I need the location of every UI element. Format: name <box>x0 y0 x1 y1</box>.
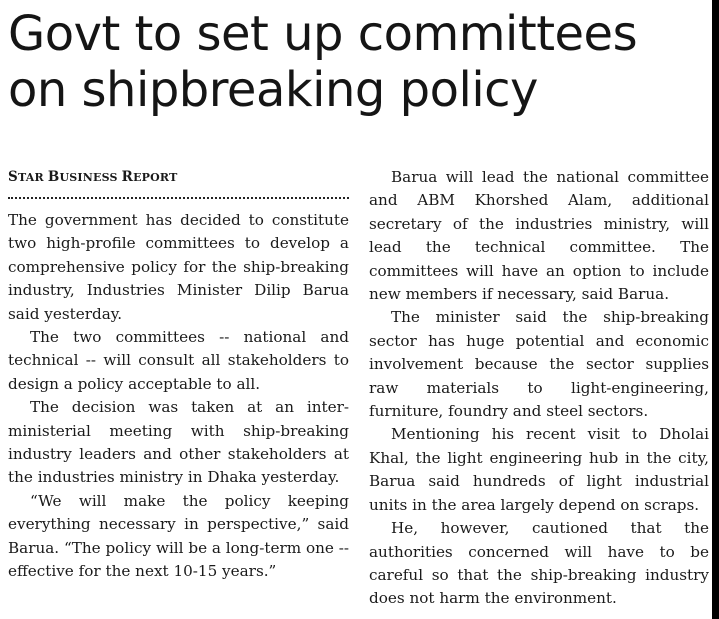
byline-rest-2: USINESS <box>59 171 122 184</box>
paragraph: The two committees -- national and technical -- will consult all stakeholders to design a policy acceptable to all. <box>8 328 349 393</box>
article-column-right <box>369 166 709 611</box>
paragraph: Mentioning his recent visit to Dholai Khal, the light engineering hub in the city, Barua said hundreds of light industrial units in the area largely depend on scraps. <box>369 425 709 514</box>
byline-rest-1: TAR <box>17 171 48 184</box>
byline-initial-3: R <box>121 169 134 185</box>
byline-dotted-rule <box>8 197 349 199</box>
byline-initial-1: S <box>8 169 18 185</box>
paragraph: The government has decided to constitute two high-profile committees to develop a comprehensive policy for the ship-breaking industry, Industries Minister Dilip Barua said yesterday. <box>8 211 349 323</box>
paragraph: The minister said the ship-breaking sector has huge potential and economic involvement because the sector supplies raw materials to light-engineering, furniture, foundry and steel sectors. <box>369 308 709 421</box>
byline-rest-3: EPORT <box>133 171 178 184</box>
byline <box>8 166 349 189</box>
paragraph: Barua will lead the national committee and ABM Khorshed Alam, additional secretary of the industries ministry, will lead the technical committee. The committees will have an option to include new members if necessary, said Barua. <box>369 168 709 304</box>
paragraph: “We will make the policy keeping everything necessary in perspective,” said Barua. “The policy will be a long-term one -- effective for the next 10-15 years.” <box>8 491 349 581</box>
page-edge-bar <box>712 0 719 619</box>
paragraph: He, however, cautioned that the authorities concerned will have to be careful so that the ship-breaking industry does not harm the environment. <box>369 519 709 608</box>
article-column-left <box>8 166 349 584</box>
paragraph: The decision was taken at an inter-ministerial meeting with ship-breaking industry leaders and other stakeholders at the industries ministry in Dhaka yesterday. <box>8 398 349 487</box>
byline-initial-2: B <box>47 169 60 185</box>
headline: Govt to set up committees on shipbreaking policy <box>8 6 638 118</box>
